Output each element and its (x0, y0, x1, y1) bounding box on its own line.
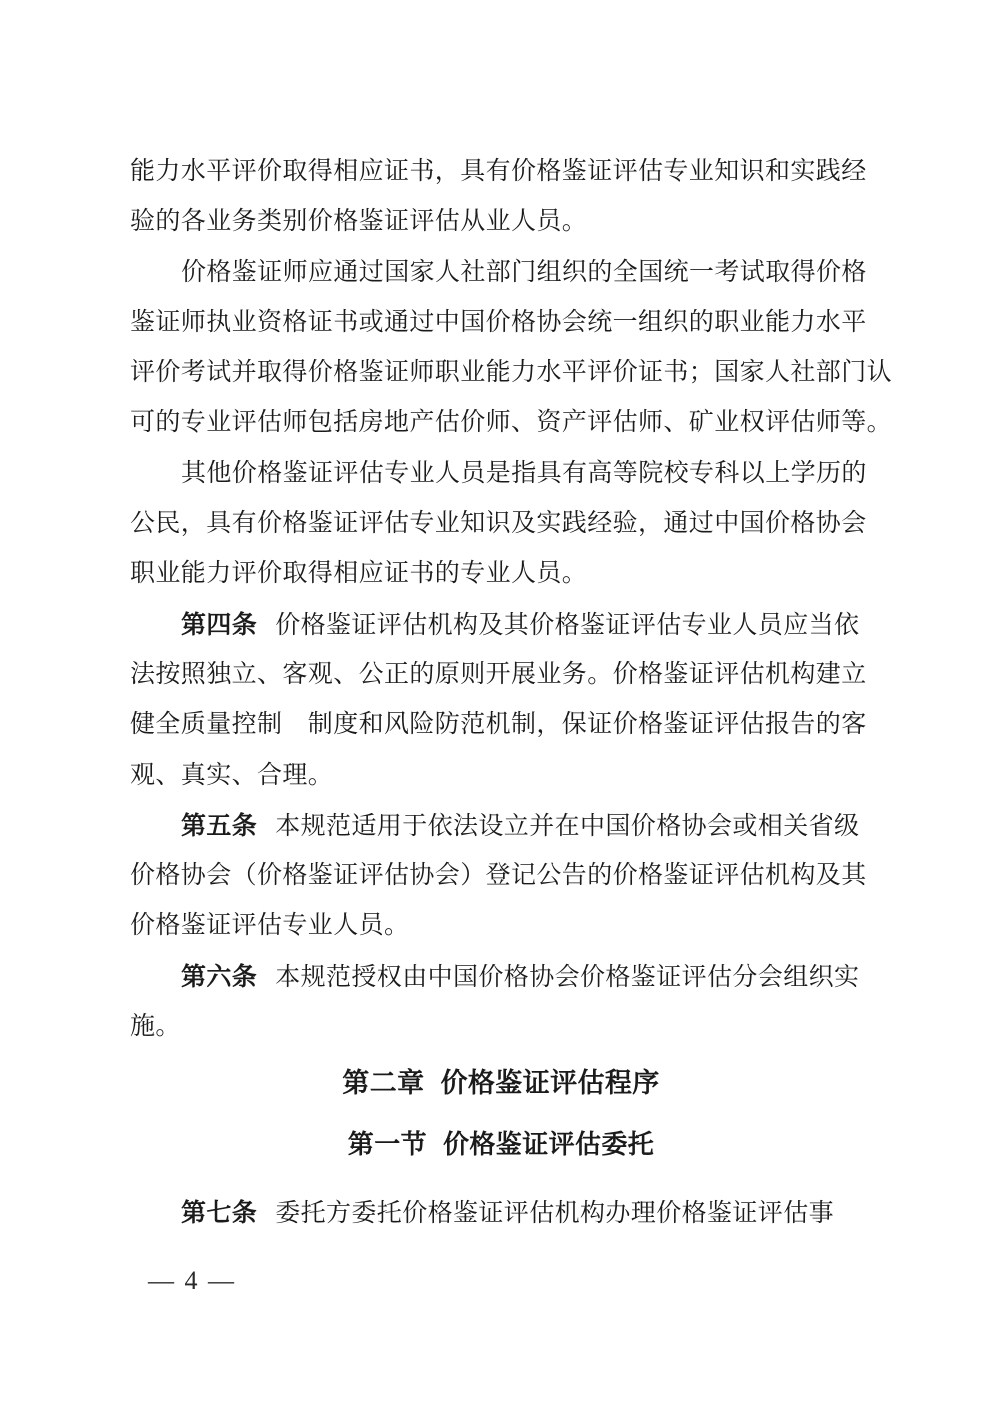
section-title: 价格鉴证评估委托 (443, 1130, 655, 1160)
body-line: 能力水平评价取得相应证书，具有价格鉴证评估专业知识和实践经 (130, 158, 867, 185)
page-number: — 4 — (148, 1266, 236, 1295)
body-line: 可的专业评估师包括房地产估价师、资产评估师、矿业权评估师等。 (130, 409, 893, 437)
body-line: 健全质量控制 制度和风险防范机制，保证价格鉴证评估报告的客 (130, 711, 867, 739)
body-line: 职业能力评价取得相应证书的专业人员。 (130, 560, 588, 588)
body-line: 评价考试并取得价格鉴证师职业能力水平评价证书；国家人社部门认 (130, 359, 893, 387)
body-line: 法按照独立、客观、公正的原则开展业务。价格鉴证评估机构建立 (130, 660, 867, 688)
section-number: 第一节 (347, 1130, 427, 1160)
article-text: 本规范授权由中国价格协会价格鉴证评估分会组织实 (275, 963, 860, 991)
body-line-article-4 (130, 600, 872, 650)
section-heading (130, 1114, 872, 1176)
chapter-title: 价格鉴证评估程序 (440, 1068, 660, 1099)
article-term: 第七条 (181, 1199, 258, 1228)
article-term: 第六条 (181, 962, 258, 991)
body-line: 验的各业务类别价格鉴证评估从业人员。 (130, 208, 588, 236)
body-line-article-6 (130, 952, 872, 1002)
document-body (130, 147, 893, 1239)
chapter-number: 第二章 (342, 1068, 425, 1099)
article-text: 本规范适用于依法设立并在中国价格协会或相关省级 (275, 812, 860, 840)
body-line: 观、真实、合理。 (130, 761, 334, 789)
body-line: 施。 (130, 1013, 181, 1041)
chapter-heading (130, 1052, 872, 1114)
body-line: 公民，具有价格鉴证评估专业知识及实践经验，通过中国价格协会 (130, 510, 867, 538)
body-line: 价格鉴证评估专业人员。 (130, 912, 410, 940)
body-line: 其他价格鉴证评估专业人员是指具有高等院校专科以上学历的 (181, 459, 867, 487)
article-term: 第五条 (181, 811, 258, 840)
body-line: 价格鉴证师应通过国家人社部门组织的全国统一考试取得价格 (181, 258, 867, 286)
body-line-article-5 (130, 801, 872, 851)
body-line: 价格协会（价格鉴证评估协会）登记公告的价格鉴证评估机构及其 (130, 862, 867, 890)
article-text: 委托方委托价格鉴证评估机构办理价格鉴证评估事 (275, 1200, 835, 1228)
article-text: 价格鉴证评估机构及其价格鉴证评估专业人员应当依 (275, 611, 860, 639)
article-term: 第四条 (181, 610, 258, 639)
body-line: 鉴证师执业资格证书或通过中国价格协会统一组织的职业能力水平 (130, 308, 867, 336)
body-line-article-7 (130, 1188, 872, 1238)
